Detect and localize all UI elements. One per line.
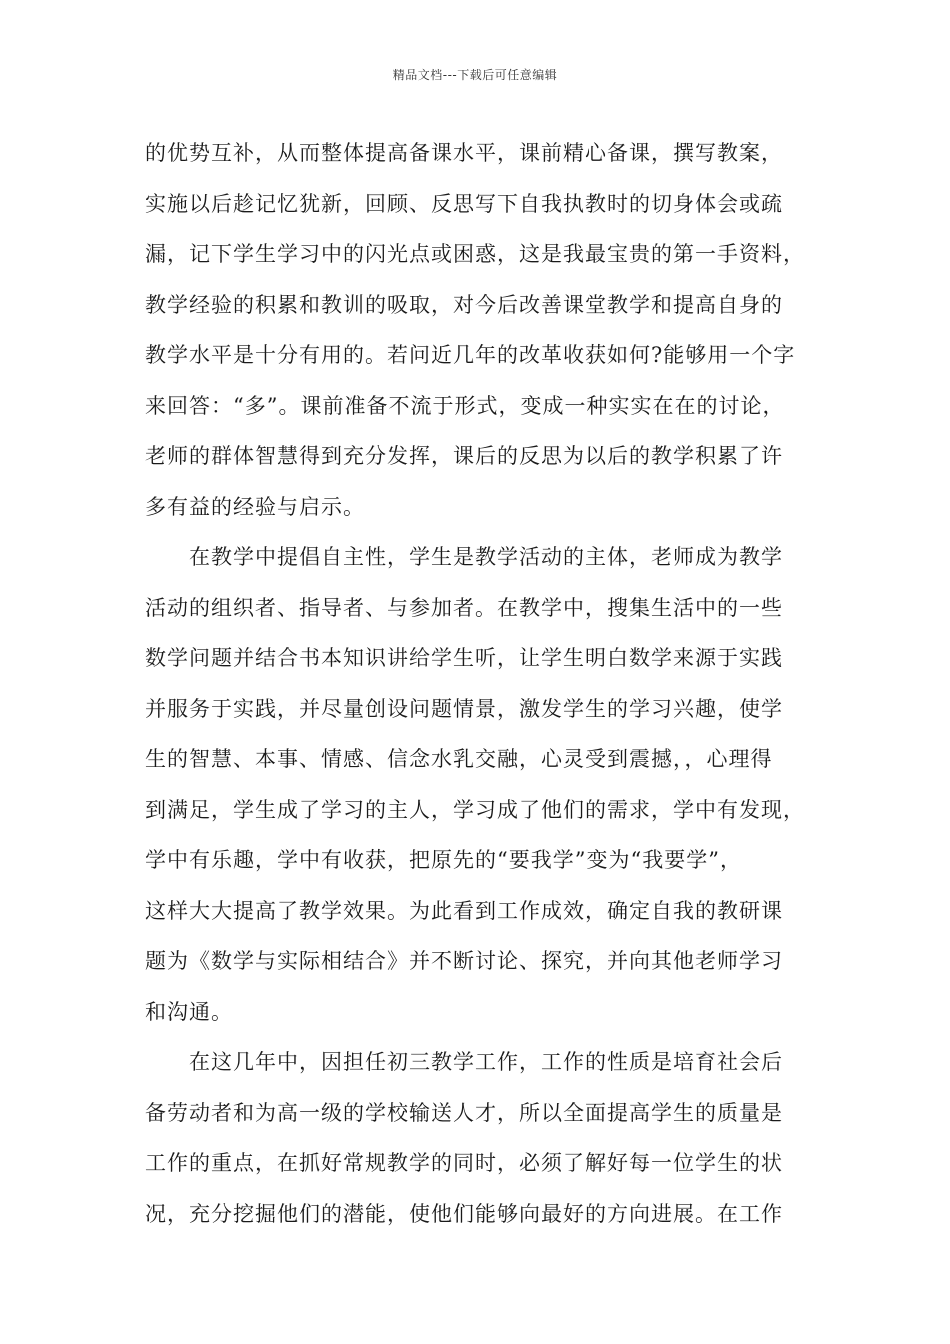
text-line: 漏，记下学生学习中的闪光点或困惑，这是我最宝贵的第一手资料， [145,242,805,266]
text-line: 这样大大提高了教学效果。为此看到工作成效，确定自我的教研课 [145,898,783,923]
text-line: 活动的组织者、指导者、与参加者。在教学中，搜集生活中的一些 [145,595,783,620]
text-line: 备劳动者和为高一级的学校输送人才，所以全面提高学生的质量是 [145,1100,783,1125]
page-header: 精品文档---下载后可任意编辑 [392,68,558,82]
text-line: 多有益的经验与启示。 [145,494,365,519]
text-line: 的优势互补，从而整体提高备课水平，课前精心备课，撰写教案， [145,141,783,165]
text-line: 在这几年中，因担任初三教学工作，工作的性质是培育社会后 [189,1050,783,1074]
text-line: 并服务于实践，并尽量创设问题情景，激发学生的学习兴趣，使学 [145,696,783,721]
text-line: 教学水平是十分有用的。若问近几年的改革收获如何?能够用一个字 [145,343,796,367]
paragraph [145,128,825,532]
text-line: 实施以后趁记忆犹新，回顾、反思写下自我执教时的切身体会或疏 [145,191,783,216]
text-line: 工作的重点，在抓好常规教学的同时，必须了解好每一位学生的状 [145,1151,783,1175]
text-line: 生的智慧、本事、情感、信念水乳交融，心灵受到震撼，，心理得 [145,747,773,771]
text-line: 题为《数学与实际相结合》并不断讨论、探究，并向其他老师学习 [145,949,783,973]
text-line: 数学问题并结合书本知识讲给学生听，让学生明白数学来源于实践 [145,646,783,670]
text-line: 到满足，学生成了学习的主人，学习成了他们的需求，学中有发现， [145,797,805,822]
document-body [145,128,825,1239]
text-line: 况，充分挖掘他们的潜能，使他们能够向最好的方向进展。在工作 [145,1201,783,1226]
paragraph [145,1037,825,1239]
text-line: 在教学中提倡自主性，学生是教学活动的主体，老师成为教学 [189,545,783,569]
text-line: 和沟通。 [145,999,233,1024]
text-line: 来回答：“多”。课前准备不流于形式，变成一种实实在在的讨论， [145,393,785,418]
paragraph [145,532,825,1037]
text-line: 学中有乐趣，学中有收获，把原先的“要我学”变为“我要学”， [145,848,742,872]
text-line: 教学经验的积累和教训的吸取，对今后改善课堂教学和提高自身的 [145,292,783,317]
text-line: 老师的群体智慧得到充分发挥，课后的反思为以后的教学积累了许 [145,444,783,468]
